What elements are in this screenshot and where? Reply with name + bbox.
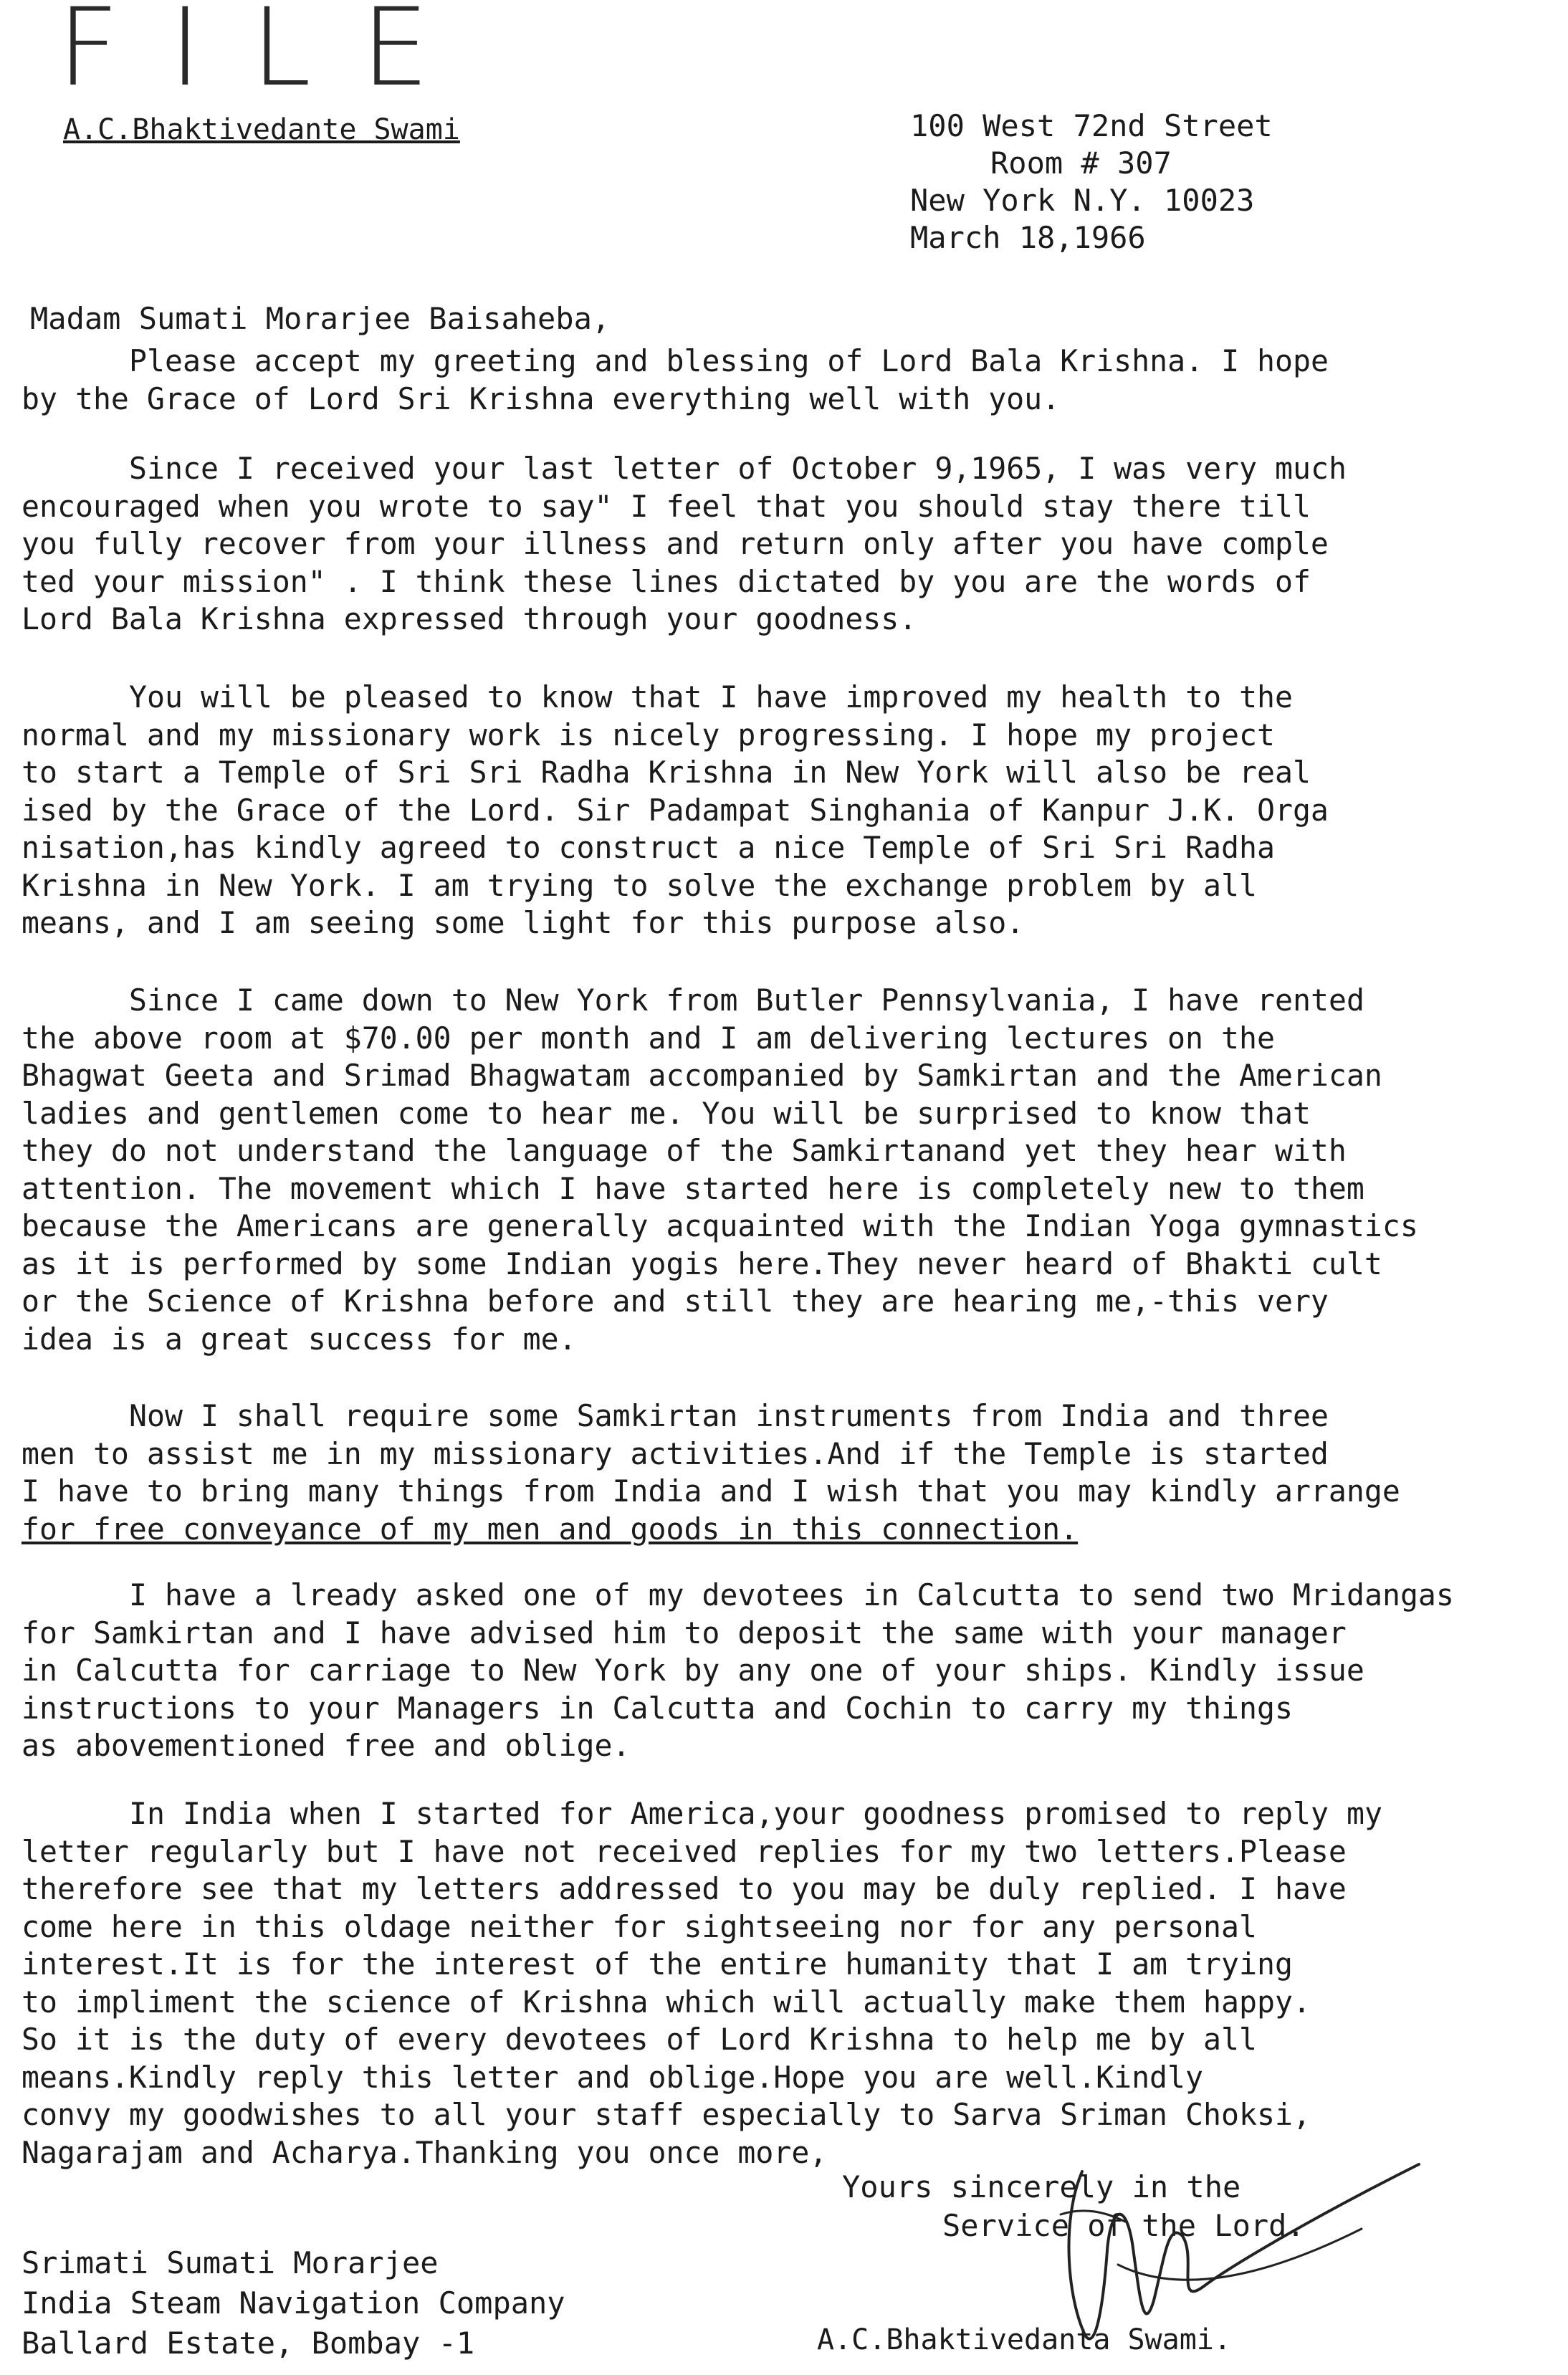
paragraph-line: normal and my missionary work is nicely progressing. I hope my project (21, 717, 1275, 752)
salutation: Madam Sumati Morarjee Baisaheba, (30, 301, 611, 336)
paragraph-1 (21, 343, 1541, 418)
paragraph-line: So it is the duty of every devotees of Lord Krishna to help me by all (21, 2022, 1257, 2057)
paragraph-line: you fully recover from your illness and return only after you have comple (21, 526, 1329, 561)
closing-line-1: Yours sincerely in the (842, 2169, 1241, 2204)
address-city: New York N.Y. 10023 (910, 183, 1255, 218)
paragraph-line: Bhagwat Geeta and Srimad Bhagwatam accompanied by Samkirtan and the American (21, 1058, 1382, 1093)
paragraph-line: for free conveyance of my men and goods in this connection. (21, 1511, 1079, 1547)
paragraph-line: come here in this oldage neither for sightseeing nor for any personal (21, 1908, 1257, 1944)
paragraph-line: Krishna in New York. I am trying to solve the exchange problem by all (21, 867, 1257, 903)
paragraph-line: means.Kindly reply this letter and oblige.Hope you are well.Kindly (21, 2059, 1204, 2095)
paragraph-line: Lord Bala Krishna expressed through your goodness. (21, 601, 917, 636)
paragraph-line: they do not understand the language of the Samkirtanand yet they hear with (21, 1133, 1347, 1168)
paragraph-line: idea is a great success for me. (21, 1321, 577, 1357)
paragraph-line: attention. The movement which I have started here is completely new to them (21, 1170, 1364, 1206)
handwritten-signature (1018, 2121, 1448, 2365)
signer-name: A.C.Bhaktivedanta Swami. (817, 2323, 1231, 2356)
paragraph-line: therefore see that my letters addressed to you may be duly replied. I have (21, 1871, 1347, 1906)
address-street: 100 West 72nd Street (910, 108, 1273, 143)
recipient-location: Ballard Estate, Bombay -1 (21, 2326, 475, 2361)
paragraph-line: by the Grace of Lord Sri Krishna everything well with you. (21, 381, 1061, 416)
address-room: Room # 307 (990, 145, 1172, 181)
paragraph-line: ted your mission" . I think these lines dictated by you are the words of (21, 563, 1311, 599)
paragraph-line: in Calcutta for carriage to New York by any one of your ships. Kindly issue (21, 1653, 1364, 1688)
paragraph-line: ised by the Grace of the Lord. Sir Padampat Singhania of Kanpur J.K. Orga (21, 792, 1329, 828)
paragraph-line: for Samkirtan and I have advised him to deposit the same with your manager (21, 1615, 1347, 1650)
paragraph-line: Nagarajam and Acharya.Thanking you once more, (21, 2134, 828, 2170)
paragraph-line: instructions to your Managers in Calcutta and Cochin to carry my things (21, 1690, 1293, 1726)
paragraph-line: means, and I am seeing some light for this purpose also. (21, 905, 1025, 940)
paragraph-line: Since I came down to New York from Butler Pennsylvania, I have rented (129, 983, 1364, 1018)
paragraph-line: to impliment the science of Krishna which will actually make them happy. (21, 1984, 1311, 2020)
closing-line-2: Service of the Lord. (942, 2208, 1305, 2243)
paragraph-line: interest.It is for the interest of the entire humanity that I am trying (21, 1946, 1293, 1982)
paragraph-line: or the Science of Krishna before and still they are hearing me,-this very (21, 1284, 1329, 1319)
paragraph-7 (21, 1795, 1541, 2171)
paragraph-line: I have to bring many things from India and I wish that you may kindly arrange (21, 1473, 1400, 1509)
paragraph-line: ladies and gentlemen come to hear me. You will be surprised to know that (21, 1095, 1311, 1131)
sender-name: A.C.Bhaktivedante Swami (63, 113, 460, 146)
paragraph-line: Now I shall require some Samkirtan instruments from India and three (129, 1398, 1329, 1433)
paragraph-line: letter regularly but I have not received replies for my two letters.Please (21, 1833, 1347, 1869)
paragraph-line: to start a Temple of Sri Sri Radha Krishna in New York will also be real (21, 755, 1311, 790)
paragraph-5 (21, 1397, 1541, 1548)
paragraph-line: In India when I started for America,your goodness promised to reply my (129, 1796, 1382, 1831)
paragraph-line: Since I received your last letter of October 9,1965, I was very much (129, 451, 1347, 486)
paragraph-line: You will be pleased to know that I have improved my health to the (129, 679, 1294, 715)
paragraph-line: the above room at $70.00 per month and I am delivering lectures on the (21, 1020, 1275, 1056)
recipient-address (21, 2243, 565, 2364)
letter-date: March 18,1966 (910, 220, 1146, 255)
sender-address (910, 107, 1273, 257)
paragraph-line: nisation,has kindly agreed to construct a nice Temple of Sri Sri Radha (21, 830, 1275, 865)
paragraph-6 (21, 1577, 1541, 1765)
paragraph-line: as it is performed by some Indian yogis here.They never heard of Bhakti cult (21, 1246, 1382, 1281)
paragraph-2 (21, 450, 1541, 639)
paragraph-3 (21, 679, 1541, 942)
paragraph-line: encouraged when you wrote to say" I feel that you should stay there till (21, 488, 1311, 524)
paragraph-line: as abovementioned free and oblige. (21, 1728, 631, 1763)
paragraph-4 (21, 982, 1541, 1358)
paragraph-line: Please accept my greeting and blessing of Lord Bala Krishna. I hope (129, 343, 1329, 378)
recipient-company: India Steam Navigation Company (21, 2285, 565, 2321)
paragraph-line: convy my goodwishes to all your staff especially to Sarva Sriman Choksi, (21, 2097, 1311, 2132)
paragraph-line: I have a lready asked one of my devotees in Calcutta to send two Mridangas (129, 1577, 1454, 1612)
file-stamp: FILE (57, 0, 479, 110)
paragraph-line: because the Americans are generally acquainted with the Indian Yoga gymnastics (21, 1208, 1418, 1243)
recipient-name: Srimati Sumati Morarjee (21, 2245, 439, 2280)
paragraph-line: men to assist me in my missionary activities.And if the Temple is started (21, 1435, 1329, 1471)
